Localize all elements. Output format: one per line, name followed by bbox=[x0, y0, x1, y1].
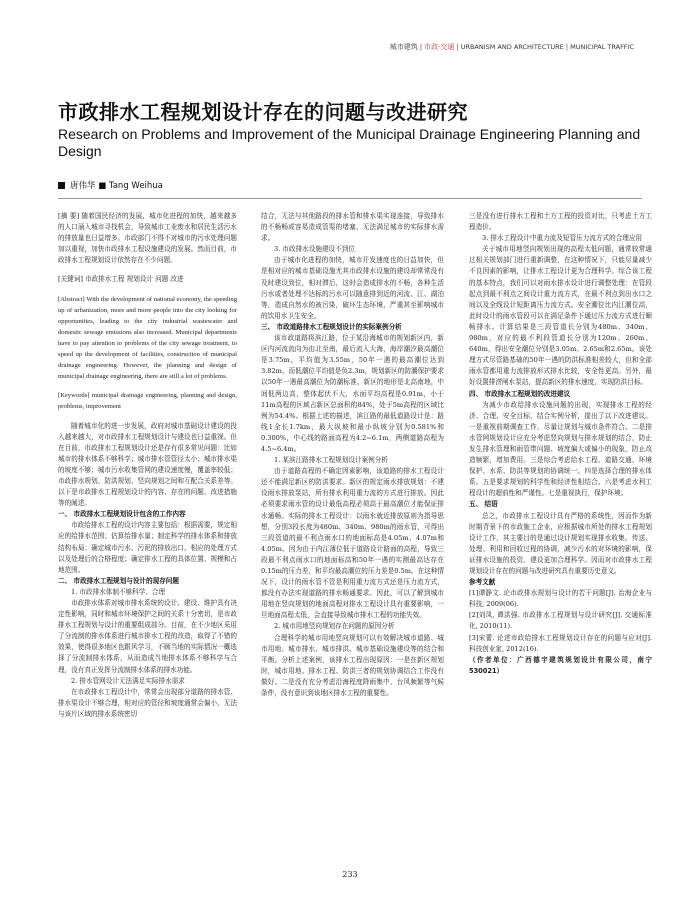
paragraph: 合理科学的城市用地竖向规划可以有效解决城市道路、城市用地、城市排水、城市排洪、城市基础设施建设等的结合和平衡。分析上述案例，该排水工程出现原因：一是在新区规划时，城市用地、排水工程、防洪三者的规划协调结合工作没有做好。二是没有充分考虑沿海程度降雨集中、台风频繁等气候条件，没有意识到该地区排水工程的重要性。 bbox=[261, 633, 444, 698]
paragraph: 在市政排水工程设计中，常常会出现部分道路的排水管、排水渠设计不够合理，相对应的管径和坡度通常会偏小，无法与该片区域的排水系统密切 bbox=[58, 687, 237, 718]
text-column-3 bbox=[469, 211, 652, 677]
paragraph: 市政排水体系对城市排水系统的设计、建设、维护具有决定性影响，同时和城市环境保护之间的关系十分密切，是市政排水工程规划与设计的重要组成部分。目前，在不少地区采用了分流制的排水体系进行城市排水工程的改造，取得了不错的效果，使得很多地区也跟风学习，不顾当地的实际情况一概选择了分流制排水体系，从而造成当地排水体系不够科学与合理，没有真正发挥分流制排水体系的排水功能。 bbox=[58, 599, 237, 674]
paragraph: 3. 市政排水设施建设不到位 bbox=[274, 245, 355, 254]
paragraph: [摘 要] 随着国民经济的发展，城市化进程的加快，越来越多的人口涌入城市寻找机会，导致城市工业废水和居民生活污水的排放量也日益增多。市政部门不得不对城市的污水处理问题加以重视，加快市政排水工程设施建设的发展。然而目前，市政排水工程规划设计依然存在不少问题。 bbox=[58, 212, 237, 265]
section-heading: 一、 市政排水工程规划设计包含的工作内容 bbox=[58, 510, 186, 519]
author-line bbox=[58, 179, 163, 191]
header-sub-en: MUNICIPAL TRAFFIC bbox=[570, 43, 634, 51]
section-heading: 二、 市政排水工程规划与设计的现存问题 bbox=[58, 576, 179, 585]
paragraph: 2. 排水管网设计无法满足实际排水需求 bbox=[71, 676, 185, 685]
section-heading: 三、 市政道路排水工程规划设计的实际案例分析 bbox=[261, 322, 402, 331]
paragraph: [关键词] 市政排水工程 规划设计 问题 改进 bbox=[58, 275, 184, 284]
article-title-en: Research on Problems and Improvement of the Municipal Drainage Engineering Planning and Design bbox=[58, 126, 641, 159]
header-separator: | bbox=[565, 43, 569, 51]
article-title-zh: 市政排水工程规划设计存在的问题与改进研究 bbox=[58, 100, 468, 124]
paragraph: 关于城市用地竖向规划出现的高程太低问题，通常较常通过相关规划部门进行重新调整，在这种情况下，只能尽量减少不良因素的影响，让排水工程设计更为合理科学。综合该工程的基本特点，我们可以对雨水排水设计进行调整处理：在管段起点到最不利点之间设计重力流方式，在最不利点到出水口之间以及全线设计短距离压力流方式。安全潮位比内江潮位高，此时设计的雨水管段可以在满足条件下通过压力流方式进行顺畅排水。计算结果是三段管道长分别为480m、340m、980m，对应的最不利段管道长分别为120m、260m、640m，得出安全潮位分别是3.05m、2.65m和2.65m。该处理方式尽管路基础的50年一遇的防洪标准相差较大，但和全部雨水管都用重力流排放形式排水比较，安全性更高。另外，最好设置排涝闸水泵站，提高新区的排水速度，实现防洪目标。 bbox=[469, 245, 652, 387]
paragraph: 总之，市政排水工程设计具有严格的系统性，因而作为新时期背景下的市政施工企业，应根据城市所处的排水工程规划设计工作，其主要目的是通过设计规划实现排水收集、传送、处理、利用和回收过程的协调，减少污水的对环境的影响，保证排水设施的投资、建设更加合理科学。因而对市政排水工程规划设计存在的问题与改进研究具有重要历史意义。 bbox=[469, 511, 652, 575]
paragraph: 随着城市化的进一步发展，政府对城市基础设计建设的投入越来越大，对市政排水工程规划设计与建设也日益重视。但在目前，市政排水工程规划设计还是存有很多常见问题：比如城市的排水体系不够科学；城市排水管管径太小；城市排水渠的坡度不够；城市污水收集管网的建设速度慢，覆盖率较低；市政排水规划、防洪规划、竖向规划之间和互配合关系差等。以下是市政排水工程规划设计的内容、存在的问题、改进措施等的阐述。 bbox=[58, 421, 237, 508]
paragraph: 由于城市化进程的加快，城市开发速度也的日益加快，但是相对应的城市基础设施尤其市政排水设施的建设却常常没有及时建设到位，相对滞后，这时会造成排水的不畅，各种生活污水或者处理不达标的污水可以随意排到近的河流、江、湖泊等，造成自然水的被污染，破坏生态环境，严重甚至影响城市的饮用水卫生安全。 bbox=[261, 256, 444, 320]
paragraph: 由于道路高程的不确定因素影响，该道路的排水工程设计还不能满足新区的防洪要求。新区的规定雨水排放规划：不建设雨水排放泵站，所有排水利用重力流的方式进行排放。因此必须要求雨水管的设计最低高程必须高于最高潮位才能保证排水通畅。实际的排水工程设计：以雨水就近排放原则为指导思想，分别3段长度为480m、340m、980m的雨水管，可得出三段管道的最不利点雨水口的地面标高是4.05m、4.07m和4.05m。因为由于内江薄位低于道路设计路面的高程，导致三段最不利点雨水口的地面标高和50年一遇的实测最高达存在0.15m的压力差，和平均最高潮位的压力差是0.5m。在这种情况下，设计的雨水管不管是利用重力流方式还是压力流方式，都没有办法实现道路的排水畅通要求。因此，可以了解到城市用地在竖向规划的地面高程对排水工程设计具有重要影响，一旦地面高程太低，会直接导致城市排水工程的功能失效。 bbox=[261, 467, 444, 620]
journal-header bbox=[390, 42, 634, 52]
paragraph: 该市政道路将滨江路，位于某沿海城市的规划新区内，新区内河流流向为由北至南，最后流入大海，海岸潮汐最高潮位是3.75m，平均值为3.55m，50年一遇的最高潮位达到3.82m，而低潮位平均值是负2.3m，规划新区的防潮保护要求以50年一遇最高潮位为防潮标准。新区的地形是北高南地，中间低两边高，整体起伏不大，水面平均高程是0.91m，小于11m高程的区域占新区总面积的84%，处于5m高程的区域比例为54.4%。根据上述的描述，滨江路的最低道路设计是：路线1全长1.7km，最大纵坡和最小纵坡分别为0.581%和0.300%，中心线的路面高程为4.2~6.1m，两侧道路高程为4.5~6.4m。 bbox=[261, 334, 444, 453]
author-square-icon bbox=[58, 182, 65, 189]
page-number: 233 bbox=[342, 870, 358, 879]
section-heading: 参考文献 bbox=[469, 578, 496, 587]
paragraph: 为减少市政给排水设施问题的出现，实现排水工程的经济、合理、安全目标，结合实例分析，提出了以下改进建议。一是重视前期调查工作，尽量让规划与城市条件符合。二是排水管网规划设计应充分考虑竖向规划与排水规划的结合，防止发生排水管理和雨管带问题、坡度偏大或偏小的现象，防止改造频繁，增加费用。三是综合考虑给水工程、道路交通、环境保护、水系、防洪等规划的协调统一。四是选择合理的排水体系。五是要求规划的科学性和经济性相结合。六是考虑水利工程设计的超前性和严谨性。七是重视执行，保护环境。 bbox=[469, 400, 652, 498]
paragraph: 3. 排水工程设计中重力流及短管压力流方式的合理应用 bbox=[482, 234, 643, 243]
author-name: 唐伟华 ■ Tang Weihua bbox=[70, 181, 163, 191]
text-column-2 bbox=[261, 211, 444, 699]
header-separator: | bbox=[456, 43, 459, 51]
title-divider bbox=[58, 198, 642, 199]
reference-item: [3]宋蕾. 论述市政给排水工程规划设计存在的问题与应对[J]. 科技创业家, 2012(16). bbox=[469, 633, 652, 653]
paragraph: 1. 某滨江路排水工程规划设计案例分析 bbox=[274, 456, 388, 465]
header-category-en: URBANISM AND ARCHITECTURE bbox=[460, 43, 564, 51]
reference-item: [1]谭静文. 论市政排水规划与设计的若干问题[J]. 治海企业与科技, 2009(06). bbox=[469, 589, 652, 609]
paragraph: 结合，无法与其他路段的排水管和排水渠实现连接，导致排水的不畅畅或容易造成管渠的堵塞，无法满足城市的实际排水需求。 bbox=[261, 212, 444, 243]
section-heading: 五、 结语 bbox=[469, 500, 498, 509]
paragraph: （作者单位：广西德宇建筑规划设计有限公司，南宁 530021） bbox=[469, 655, 652, 675]
paragraph: 三是没有进行排水工程和土方工程的投资对比，只考虑土方工程造价。 bbox=[469, 212, 652, 232]
header-sub-zh: 市政·交通 bbox=[424, 43, 455, 51]
header-category-zh: 城市建筑 bbox=[389, 43, 418, 51]
reference-item: [2]刘凤, 谭洪强. 市政排水工程规划与设计研究[J]. 交通标准化, 2010(11). bbox=[469, 611, 652, 631]
paragraph: [Keywords] municipal drainage engineering, planning and design, problems, improvement bbox=[58, 392, 237, 411]
paragraph: 1. 市政排水体制不够科学、合理 bbox=[71, 587, 166, 596]
paragraph: 2. 城市用地竖向规划存在问题的原因分析 bbox=[274, 622, 395, 631]
paragraph: 市政给排水工程的设计内容主要包括：根据需要，规定相应的给排水范围；估算给排水量；制定科学的排水体系和排放结构布局；确定城市污水、污泥的排放出口、相应的处理方式以及处理后的合格程度；确定排水工程的具体位置、规模和占地范围。 bbox=[58, 521, 237, 574]
text-column-1 bbox=[58, 211, 237, 720]
header-separator: | bbox=[419, 43, 423, 51]
paragraph: [Abstract] With the development of national economy, the speeding up of urbanization, more and more people into the city looking for opportunities, leading to the city industrial wastewater and domestic sewage emissions also increased. Municipal departments have to pay attention to problems of the city sewage treatment, to speed up the development of facilities, construction of municipal drainage engineering. However, the planning and design of municipal drainage engineering, there are still a lot of problems. bbox=[58, 295, 237, 381]
section-heading: 四、 市政排水工程规划的改进建议 bbox=[469, 389, 571, 398]
